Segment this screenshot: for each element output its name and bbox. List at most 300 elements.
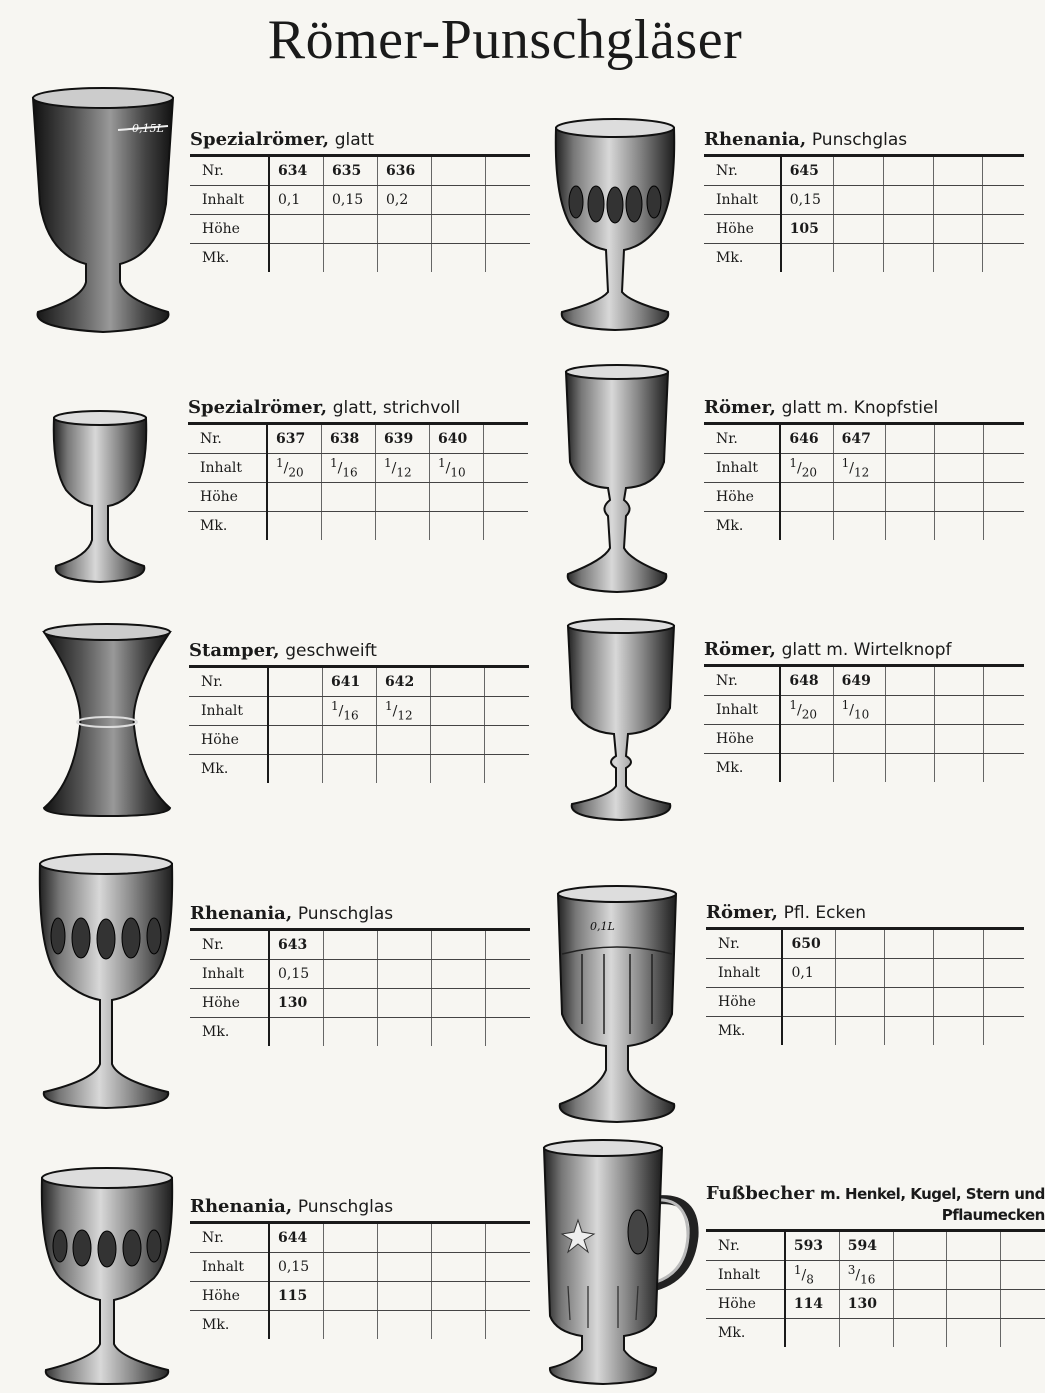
- cell-empty: [486, 215, 531, 244]
- cell-hoehe: [377, 726, 431, 755]
- cell-empty: [983, 512, 1024, 541]
- entry-title: [706, 902, 1024, 924]
- cell-nr: [432, 1223, 486, 1253]
- catalog-entry: [190, 1196, 530, 1339]
- cell-inhalt: $^1/_{12}$: [377, 697, 431, 726]
- row-label: Höhe: [190, 989, 269, 1018]
- cell-nr: 641: [323, 667, 377, 697]
- roemer-pfl-ecken-glass-illustration: [552, 884, 682, 1124]
- cell-inhalt: $^3/_{16}$: [839, 1261, 893, 1290]
- row-label: Nr.: [190, 930, 269, 960]
- row-label: Höhe: [189, 726, 268, 755]
- cell-empty: [486, 156, 531, 186]
- cell-mk: [885, 1017, 934, 1046]
- cell-mk: [780, 754, 833, 783]
- cell-empty: [486, 1253, 531, 1282]
- spec-row-nr: [190, 1223, 530, 1253]
- cell-nr: [893, 1231, 947, 1261]
- row-label: Inhalt: [190, 960, 269, 989]
- entry-name: Spezialrömer,: [188, 397, 328, 418]
- spec-table: [190, 928, 530, 1046]
- cell-hoehe: [269, 215, 324, 244]
- cell-hoehe: [834, 215, 884, 244]
- cell-inhalt: [835, 959, 884, 988]
- cell-mk: [893, 1319, 947, 1348]
- row-label: Nr.: [188, 424, 267, 454]
- cell-empty: [485, 667, 530, 697]
- row-label: Nr.: [706, 929, 782, 959]
- spec-table: [704, 154, 1024, 272]
- cell-empty: [485, 697, 530, 726]
- cell-inhalt: [934, 454, 983, 483]
- cell-hoehe: [884, 215, 934, 244]
- cell-nr: 643: [269, 930, 324, 960]
- cell-nr: [885, 929, 934, 959]
- cell-hoehe: [885, 988, 934, 1017]
- cell-hoehe: [432, 215, 486, 244]
- entry-description: m. Henkel, Kugel, Stern und: [819, 1185, 1045, 1203]
- cell-inhalt: $^1/_{12}$: [833, 454, 885, 483]
- cell-hoehe: [780, 725, 833, 754]
- cell-empty: [485, 726, 530, 755]
- cell-mk: [269, 1018, 324, 1047]
- entry-name: Römer,: [704, 397, 776, 418]
- svg-text:0,1L: 0,1L: [590, 920, 615, 933]
- entry-name: Römer,: [706, 902, 778, 923]
- cell-inhalt: [431, 697, 485, 726]
- cell-empty: [983, 725, 1024, 754]
- spec-table: [190, 154, 530, 272]
- entry-description: Pfl. Ecken: [783, 903, 866, 923]
- entry-title: [188, 397, 528, 419]
- stamper-glass-illustration: [40, 622, 174, 818]
- cell-nr: [934, 929, 983, 959]
- cell-hoehe: [432, 1282, 486, 1311]
- row-label: Inhalt: [188, 454, 267, 483]
- cell-hoehe: [835, 988, 884, 1017]
- cell-nr: 635: [324, 156, 378, 186]
- catalog-entry: [704, 639, 1024, 782]
- row-label: Nr.: [189, 667, 268, 697]
- row-label: Nr.: [706, 1231, 785, 1261]
- cell-mk: [324, 1311, 378, 1340]
- spec-row-inhalt: [706, 1261, 1045, 1290]
- cell-empty: [486, 1223, 531, 1253]
- cell-mk: [780, 512, 833, 541]
- entry-title: [706, 1183, 1045, 1205]
- entry-title: [190, 1196, 530, 1218]
- cell-hoehe: [947, 1290, 1001, 1319]
- cell-nr: 649: [833, 666, 885, 696]
- cell-empty: [983, 696, 1024, 725]
- cell-hoehe: [780, 483, 833, 512]
- cell-mk: [947, 1319, 1001, 1348]
- entry-title: [704, 129, 1024, 151]
- cell-empty: [486, 960, 531, 989]
- row-label: Mk.: [202, 1317, 230, 1333]
- cell-mk: [267, 512, 322, 541]
- cell-nr: [378, 930, 432, 960]
- cell-inhalt: [268, 697, 323, 726]
- cell-inhalt: 0,15: [269, 960, 324, 989]
- spec-row-inhalt: [190, 186, 530, 215]
- spec-row-nr: [706, 929, 1024, 959]
- cell-nr: [835, 929, 884, 959]
- cell-nr: 594: [839, 1231, 893, 1261]
- cell-inhalt: [947, 1261, 1001, 1290]
- cell-hoehe: [378, 1282, 432, 1311]
- spec-row-mk: [190, 1018, 530, 1047]
- entry-description: geschweift: [285, 641, 377, 661]
- spec-table: [189, 665, 529, 783]
- cell-inhalt: $^1/_{10}$: [430, 454, 484, 483]
- cell-mk: [432, 1311, 486, 1340]
- spec-row-hoehe: [188, 483, 528, 512]
- cell-hoehe: 130: [839, 1290, 893, 1319]
- cell-empty: [983, 1017, 1024, 1046]
- row-label: Mk.: [716, 760, 744, 776]
- cell-nr: 639: [376, 424, 430, 454]
- row-label: Mk.: [202, 250, 230, 266]
- entry-title: [704, 397, 1024, 419]
- fussbecher-glass-illustration: [538, 1136, 700, 1386]
- cell-hoehe: [378, 989, 432, 1018]
- cell-mk: [839, 1319, 893, 1348]
- row-label: Höhe: [706, 988, 782, 1017]
- entry-name: Stamper,: [189, 640, 280, 661]
- row-label: Nr.: [704, 156, 781, 186]
- cell-mk: [376, 512, 430, 541]
- cell-mk: [378, 1311, 432, 1340]
- spec-row-inhalt: [190, 1253, 530, 1282]
- cell-mk: [785, 1319, 839, 1348]
- cell-hoehe: 114: [785, 1290, 839, 1319]
- catalog-entry: [190, 903, 530, 1046]
- spezialroemer-strichvoll-glass-illustration: [50, 408, 150, 584]
- cell-nr: 645: [781, 156, 834, 186]
- row-label: Mk.: [201, 761, 229, 777]
- spec-row-inhalt: [190, 960, 530, 989]
- spec-row-nr: [190, 156, 530, 186]
- cell-inhalt: $^1/_{20}$: [780, 696, 833, 725]
- rhenania-644-glass-illustration: [38, 1166, 176, 1386]
- row-label: Nr.: [190, 156, 269, 186]
- row-label: Mk.: [202, 1024, 230, 1040]
- cell-mk: [934, 1017, 983, 1046]
- catalog-entry: [190, 129, 530, 272]
- spec-row-mk: [706, 1017, 1024, 1046]
- cell-hoehe: [376, 483, 430, 512]
- cell-empty: [1001, 1231, 1045, 1261]
- cell-inhalt: $^1/_{12}$: [376, 454, 430, 483]
- cell-inhalt: $^1/_{16}$: [322, 454, 376, 483]
- spec-row-nr: [706, 1231, 1045, 1261]
- spec-row-hoehe: [704, 483, 1024, 512]
- cell-empty: [486, 989, 531, 1018]
- cell-mk: [378, 244, 432, 273]
- cell-inhalt: $^1/_{20}$: [267, 454, 322, 483]
- row-label: Höhe: [190, 1282, 269, 1311]
- row-label: Höhe: [190, 215, 269, 244]
- cell-nr: [432, 156, 486, 186]
- spec-row-mk: [190, 244, 530, 273]
- cell-hoehe: 130: [269, 989, 324, 1018]
- entry-name: Rhenania,: [190, 903, 293, 924]
- row-label: Inhalt: [704, 696, 780, 725]
- cell-hoehe: [934, 483, 983, 512]
- cell-nr: [933, 156, 983, 186]
- entry-name: Rhenania,: [704, 129, 807, 150]
- spec-row-hoehe: [706, 1290, 1045, 1319]
- row-label: Inhalt: [706, 959, 782, 988]
- row-label: Inhalt: [189, 697, 268, 726]
- cell-hoehe: [782, 988, 835, 1017]
- spec-row-inhalt: [704, 186, 1024, 215]
- cell-empty: [983, 929, 1024, 959]
- cell-mk: [934, 754, 983, 783]
- cell-mk: [933, 244, 983, 273]
- spec-table: [704, 664, 1024, 782]
- cell-inhalt: [934, 696, 983, 725]
- spec-table: [706, 927, 1024, 1045]
- cell-mk: [781, 244, 834, 273]
- cell-inhalt: [884, 186, 934, 215]
- entry-name: Spezialrömer,: [190, 129, 330, 150]
- cell-inhalt: [432, 960, 486, 989]
- cell-nr: [432, 930, 486, 960]
- row-label: Mk.: [200, 518, 228, 534]
- cell-mk: [269, 1311, 324, 1340]
- cell-mk: [378, 1018, 432, 1047]
- cell-mk: [885, 512, 934, 541]
- row-label: Nr.: [704, 666, 780, 696]
- cell-empty: [1001, 1319, 1045, 1348]
- cell-empty: [486, 244, 531, 273]
- cell-inhalt: [934, 959, 983, 988]
- cell-nr: [947, 1231, 1001, 1261]
- row-label: Höhe: [704, 215, 781, 244]
- row-label: Höhe: [704, 725, 780, 754]
- cell-empty: [983, 244, 1024, 273]
- cell-mk: [322, 512, 376, 541]
- entry-description-continued: Pflaumecken: [941, 1206, 1045, 1224]
- cell-mk: [324, 1018, 378, 1047]
- cell-empty: [983, 666, 1024, 696]
- cell-inhalt: 0,1: [269, 186, 324, 215]
- cell-nr: 646: [780, 424, 833, 454]
- spec-row-hoehe: [706, 988, 1024, 1017]
- entry-title: [189, 640, 529, 662]
- cell-inhalt: [885, 959, 934, 988]
- cell-inhalt: [324, 1253, 378, 1282]
- row-label: Mk.: [718, 1325, 746, 1341]
- cell-hoehe: [833, 483, 885, 512]
- entry-description: glatt, strichvoll: [332, 398, 461, 418]
- cell-empty: [983, 483, 1024, 512]
- cell-inhalt: [432, 186, 486, 215]
- cell-mk: [323, 755, 377, 784]
- cell-hoehe: [267, 483, 322, 512]
- spec-row-inhalt: [188, 454, 528, 483]
- cell-empty: [486, 1282, 531, 1311]
- cell-inhalt: $^1/_{20}$: [780, 454, 833, 483]
- cell-empty: [1001, 1261, 1045, 1290]
- catalog-entry: [189, 640, 529, 783]
- cell-inhalt: [378, 960, 432, 989]
- cell-mk: [834, 244, 884, 273]
- cell-hoehe: [430, 483, 484, 512]
- cell-inhalt: [933, 186, 983, 215]
- cell-hoehe: [934, 725, 983, 754]
- cell-nr: 593: [785, 1231, 839, 1261]
- cell-hoehe: [885, 725, 934, 754]
- spec-row-inhalt: [704, 696, 1024, 725]
- cell-nr: [431, 667, 485, 697]
- cell-hoehe: [893, 1290, 947, 1319]
- entry-description: glatt m. Knopfstiel: [781, 398, 939, 418]
- spec-row-inhalt: [189, 697, 529, 726]
- cell-inhalt: $^1/_8$: [785, 1261, 839, 1290]
- entry-title: [704, 639, 1024, 661]
- cell-inhalt: [885, 696, 934, 725]
- rhenania-643-glass-illustration: [36, 852, 176, 1110]
- cell-inhalt: [324, 960, 378, 989]
- cell-mk: [324, 244, 378, 273]
- cell-empty: [486, 186, 531, 215]
- cell-nr: 637: [267, 424, 322, 454]
- spec-row-mk: [188, 512, 528, 541]
- spec-table: [188, 422, 528, 540]
- cell-inhalt: $^1/_{16}$: [323, 697, 377, 726]
- cell-nr: [885, 424, 934, 454]
- spec-table: [704, 422, 1024, 540]
- row-label: Mk.: [716, 250, 744, 266]
- cell-nr: 642: [377, 667, 431, 697]
- cell-empty: [484, 454, 529, 483]
- cell-inhalt: 0,1: [782, 959, 835, 988]
- catalog-entry: [706, 902, 1024, 1045]
- cell-empty: [1001, 1290, 1045, 1319]
- cell-nr: [885, 666, 934, 696]
- cell-mk: [835, 1017, 884, 1046]
- cell-hoehe: [432, 989, 486, 1018]
- row-label: Inhalt: [704, 454, 780, 483]
- row-label: Mk.: [718, 1023, 746, 1039]
- cell-empty: [983, 988, 1024, 1017]
- cell-nr: 647: [833, 424, 885, 454]
- spec-row-hoehe: [704, 215, 1024, 244]
- cell-mk: [432, 1018, 486, 1047]
- spec-row-hoehe: [704, 725, 1024, 754]
- cell-nr: [378, 1223, 432, 1253]
- entry-description: glatt m. Wirtelknopf: [781, 640, 952, 660]
- cell-empty: [983, 454, 1024, 483]
- spec-row-hoehe: [190, 215, 530, 244]
- cell-mk: [269, 244, 324, 273]
- cell-mk: [782, 1017, 835, 1046]
- cell-mk: [934, 512, 983, 541]
- cell-inhalt: [378, 1253, 432, 1282]
- cell-empty: [983, 156, 1024, 186]
- spec-row-nr: [704, 666, 1024, 696]
- cell-empty: [484, 483, 529, 512]
- spec-row-hoehe: [190, 1282, 530, 1311]
- entry-description: Punschglas: [297, 904, 394, 924]
- catalog-entry: [188, 397, 528, 540]
- entry-name: Römer,: [704, 639, 776, 660]
- spec-row-mk: [190, 1311, 530, 1340]
- spec-row-nr: [188, 424, 528, 454]
- cell-inhalt: [834, 186, 884, 215]
- cell-nr: 644: [269, 1223, 324, 1253]
- cell-hoehe: [322, 483, 376, 512]
- cell-empty: [983, 215, 1024, 244]
- entry-name: Fußbecher: [706, 1183, 815, 1204]
- cell-empty: [484, 512, 529, 541]
- cell-nr: 636: [378, 156, 432, 186]
- cell-nr: 648: [780, 666, 833, 696]
- cell-hoehe: [933, 215, 983, 244]
- cell-hoehe: [431, 726, 485, 755]
- cell-mk: [432, 244, 486, 273]
- cell-empty: [485, 755, 530, 784]
- cell-empty: [484, 424, 529, 454]
- cell-inhalt: 0,2: [378, 186, 432, 215]
- spec-row-nr: [704, 424, 1024, 454]
- cell-nr: [268, 667, 323, 697]
- cell-inhalt: 0,15: [781, 186, 834, 215]
- cell-mk: [833, 512, 885, 541]
- row-label: Inhalt: [704, 186, 781, 215]
- spec-row-mk: [704, 512, 1024, 541]
- cell-empty: [983, 186, 1024, 215]
- entry-title: [190, 903, 530, 925]
- cell-inhalt: $^1/_{10}$: [833, 696, 885, 725]
- cell-nr: [834, 156, 884, 186]
- cell-nr: [324, 930, 378, 960]
- spec-row-hoehe: [190, 989, 530, 1018]
- spec-row-mk: [706, 1319, 1045, 1348]
- cell-hoehe: [934, 988, 983, 1017]
- cell-nr: [884, 156, 934, 186]
- entry-description: Punschglas: [297, 1197, 394, 1217]
- row-label: Inhalt: [190, 1253, 269, 1282]
- cell-inhalt: [432, 1253, 486, 1282]
- entry-description: glatt: [334, 130, 375, 150]
- row-label: Mk.: [716, 518, 744, 534]
- row-label: Höhe: [706, 1290, 785, 1319]
- cell-empty: [983, 424, 1024, 454]
- cell-inhalt: 0,15: [324, 186, 378, 215]
- cell-hoehe: [324, 215, 378, 244]
- cell-hoehe: 105: [781, 215, 834, 244]
- cell-mk: [377, 755, 431, 784]
- spec-row-mk: [189, 755, 529, 784]
- row-label: Nr.: [190, 1223, 269, 1253]
- cell-mk: [885, 754, 934, 783]
- roemer-wirtelknopf-glass-illustration: [562, 616, 680, 822]
- cell-empty: [486, 1311, 531, 1340]
- roemer-knopfstiel-glass-illustration: [560, 362, 674, 594]
- spec-row-nr: [190, 930, 530, 960]
- rhenania-645-glass-illustration: [550, 116, 680, 332]
- cell-nr: [934, 666, 983, 696]
- entry-name: Rhenania,: [190, 1196, 293, 1217]
- cell-hoehe: [833, 725, 885, 754]
- cell-mk: [430, 512, 484, 541]
- cell-hoehe: 115: [269, 1282, 324, 1311]
- cell-nr: 638: [322, 424, 376, 454]
